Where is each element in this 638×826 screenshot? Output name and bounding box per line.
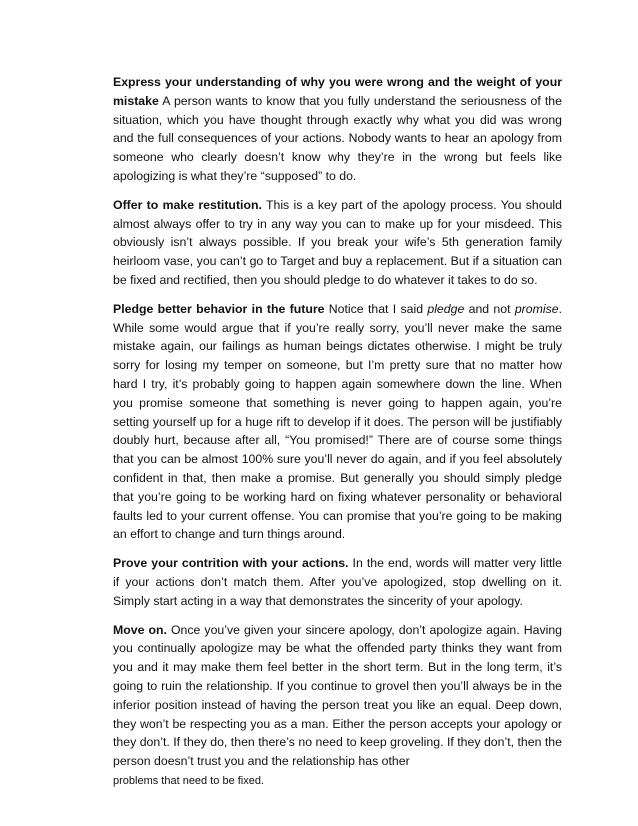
paragraph-body: and not [464,301,515,316]
paragraph-heading: Express your understanding of why you were wrong and the weight of your mistake [113,75,562,108]
paragraph-body: . While some would argue that if you’re really sorry, you’ll never make the same mistake again, our failings as human beings dictates otherwise. I might be truly sorry for losing my temper on someone, but I’m pretty sure that no matter how hard I try, it’s probably going to happen again somewhere down the line. When you promise someone that something is never going to happen again, you’re setting yourself up for a huge rift to develop if it does. The person will be justifiably doubly hurt, because after all, “You promised!” There are of course some things that you can be almost 100% sure you’ll never do again, and if you feel absolutely confident in that, then make a promise. But generally you should simply pledge that you’re going to be working hard on fixing whatever personality or behavioral faults led to your current offense. You can promise that you’re going to be making an effort to change and turn things around. [113,301,562,542]
paragraph-restitution [113,196,562,290]
paragraph-body: In the end, words will matter very little if your actions don’t match them. After you’ve apologized, stop dwelling on it. Simply start acting in a way that demonstrates the sincerity of your apology. [113,556,562,608]
paragraph-heading: Prove your contrition with your actions. [113,556,349,571]
emphasis-promise: promise [514,301,559,316]
paragraph-heading: Offer to make restitution. [113,197,262,212]
paragraph-body: Notice that I said [324,301,428,316]
document-page [113,73,562,801]
emphasis-pledge: pledge [427,301,465,316]
paragraph-heading: Pledge better behavior in the future [113,301,325,316]
paragraph-body: This is a key part of the apology process. You should almost always offer to try in any way you can to make up for your misdeed. This obviously isn’t always possible. If you break your wife’s 5th generation family heirloom vase, you can’t go to Target and buy a replacement. But if a situation can be fixed and rectified, then you should pledge to do whatever it takes to do so. [113,197,562,287]
paragraph-contrition [113,554,562,610]
paragraph-body: A person wants to know that you fully understand the seriousness of the situation, which you have thought through exactly why what you did was wrong and the full consequences of your actions. Nobody wants to hear an apology from someone who clearly doesn’t know why they’re in the wrong but feels like apologizing is what they’re “supposed” to do. [113,93,562,183]
paragraph-move-on [113,621,562,791]
paragraph-tail: problems that need to be fixed. [113,774,265,787]
paragraph-heading: Move on. [113,622,167,637]
paragraph-understanding [113,73,562,186]
paragraph-body: Once you’ve given your sincere apology, don’t apologize again. Having you continually apologize may be what the offended party thinks they want from you and it may make them feel better in the short term. But in the long term, it’s going to ruin the relationship. If you continue to grovel then you’ll always be in the inferior position instead of having the person treat you like an equal. Deep down, they won’t be respecting you as a man. Either the person accepts your apology or they don’t. If they do, then there’s no need to keep groveling. If they don’t, then the person doesn’t trust you and the relationship has other [113,622,563,769]
paragraph-pledge [113,300,562,544]
